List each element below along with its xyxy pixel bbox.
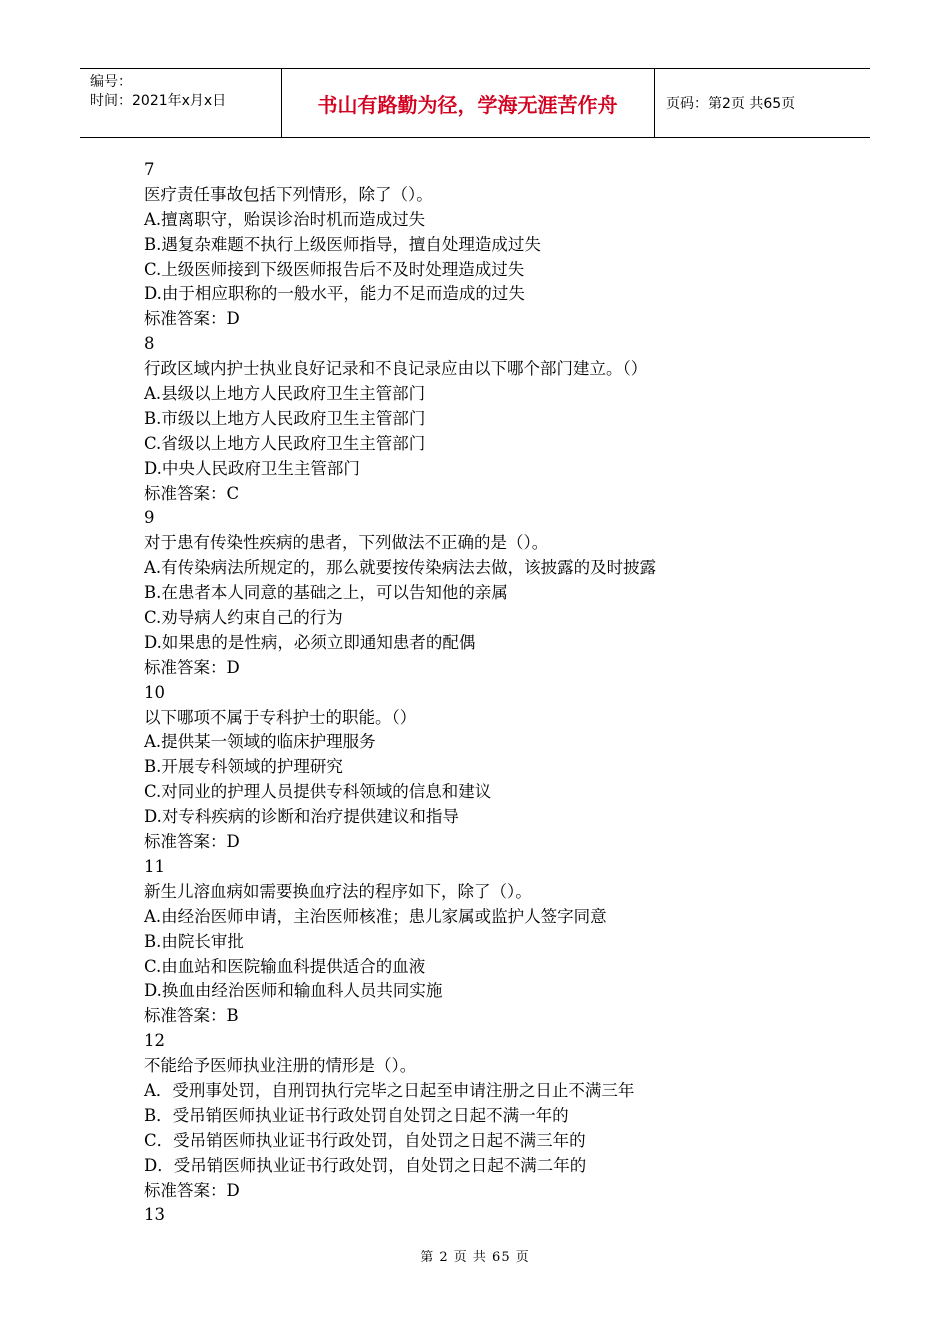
- text-line: 11: [144, 856, 165, 876]
- text-line: 标准答案：B: [144, 1006, 239, 1026]
- text-line: D.换血由经治医师和输血科人员共同实施: [144, 981, 443, 1001]
- text-line: C.对同业的护理人员提供专科领域的信息和建议: [144, 782, 492, 802]
- text-line: 行政区域内护士执业良好记录和不良记录应由以下哪个部门建立。（）: [144, 359, 648, 379]
- text-line: 医疗责任事故包括下列情形，除了（）。: [144, 184, 433, 204]
- text-line: 标准答案：D: [144, 657, 240, 677]
- text-line: B.开展专科领域的护理研究: [144, 757, 343, 777]
- text-line: 对于患有传染性疾病的患者，下列做法不正确的是（）。: [144, 533, 549, 553]
- text-line: B．受吊销医师执业证书行政处罚自处罚之日起不满一年的: [144, 1105, 569, 1125]
- text-line: 标准答案：C: [144, 483, 240, 503]
- text-line: B.由院长审批: [144, 931, 244, 951]
- text-line: D．受吊销医师执业证书行政处罚，自处罚之日起不满二年的: [144, 1155, 587, 1175]
- text-line: C.由血站和医院输血科提供适合的血液: [144, 956, 426, 976]
- text-line: A.有传染病法所规定的，那么就要按传染病法去做，该披露的及时披露: [144, 558, 657, 578]
- text-line: 标准答案：D: [144, 309, 240, 329]
- text-line: 7: [144, 160, 155, 179]
- text-line: 标准答案：D: [144, 1180, 240, 1200]
- text-line: A．受刑事处罚，自刑罚执行完毕之日起至申请注册之日止不满三年: [144, 1080, 635, 1100]
- header-page-info: 页码：第2页 共65页: [666, 96, 796, 112]
- page-footer: 第 2 页 共 65 页: [420, 1250, 530, 1265]
- text-line: D.对专科疾病的诊断和治疗提供建议和指导: [144, 807, 459, 827]
- text-line: D.如果患的是性病，必须立即通知患者的配偶: [144, 632, 476, 652]
- text-line: 以下哪项不属于专科护士的职能。（）: [144, 707, 417, 727]
- text-line: D.中央人民政府卫生主管部门: [144, 458, 360, 478]
- document-body: [144, 158, 864, 1228]
- text-line: C.劝导病人约束自己的行为: [144, 608, 343, 628]
- text-line: 标准答案：D: [144, 832, 240, 852]
- document-header: [80, 68, 870, 138]
- text-line: B.市级以上地方人民政府卫生主管部门: [144, 408, 426, 428]
- text-line: 新生儿溶血病如需要换血疗法的程序如下，除了（）。: [144, 881, 532, 901]
- date-label: 时间：2021年x月x日: [90, 93, 227, 109]
- text-line: 不能给予医师执业注册的情形是（）。: [144, 1056, 417, 1076]
- text-line: A.提供某一领域的临床护理服务: [144, 732, 376, 752]
- text-line: C.上级医师接到下级医师报告后不及时处理造成过失: [144, 259, 525, 279]
- text-line: 8: [144, 334, 155, 354]
- serial-label: 编号：: [90, 74, 132, 90]
- text-line: A.由经治医师申请，主治医师核准；患儿家属或监护人签字同意: [144, 906, 607, 926]
- text-line: 10: [144, 682, 165, 702]
- text-line: 13: [144, 1205, 165, 1225]
- text-line: 9: [144, 508, 155, 528]
- text-line: C.省级以上地方人民政府卫生主管部门: [144, 433, 426, 453]
- text-line: D.由于相应职称的一般水平，能力不足而造成的过失: [144, 284, 525, 304]
- text-line: A.擅离职守，贻误诊治时机而造成过失: [144, 209, 426, 229]
- text-line: B.遇复杂难题不执行上级医师指导，擅自处理造成过失: [144, 234, 541, 254]
- header-meta: [90, 73, 226, 111]
- text-line: C．受吊销医师执业证书行政处罚，自处罚之日起不满三年的: [144, 1130, 586, 1150]
- text-line: A.县级以上地方人民政府卫生主管部门: [144, 384, 426, 404]
- header-motto: 书山有路勤为径，学海无涯苦作舟: [317, 92, 618, 117]
- text-line: B.在患者本人同意的基础之上，可以告知他的亲属: [144, 583, 508, 603]
- text-line: 12: [144, 1031, 165, 1051]
- header-divider: [654, 69, 655, 137]
